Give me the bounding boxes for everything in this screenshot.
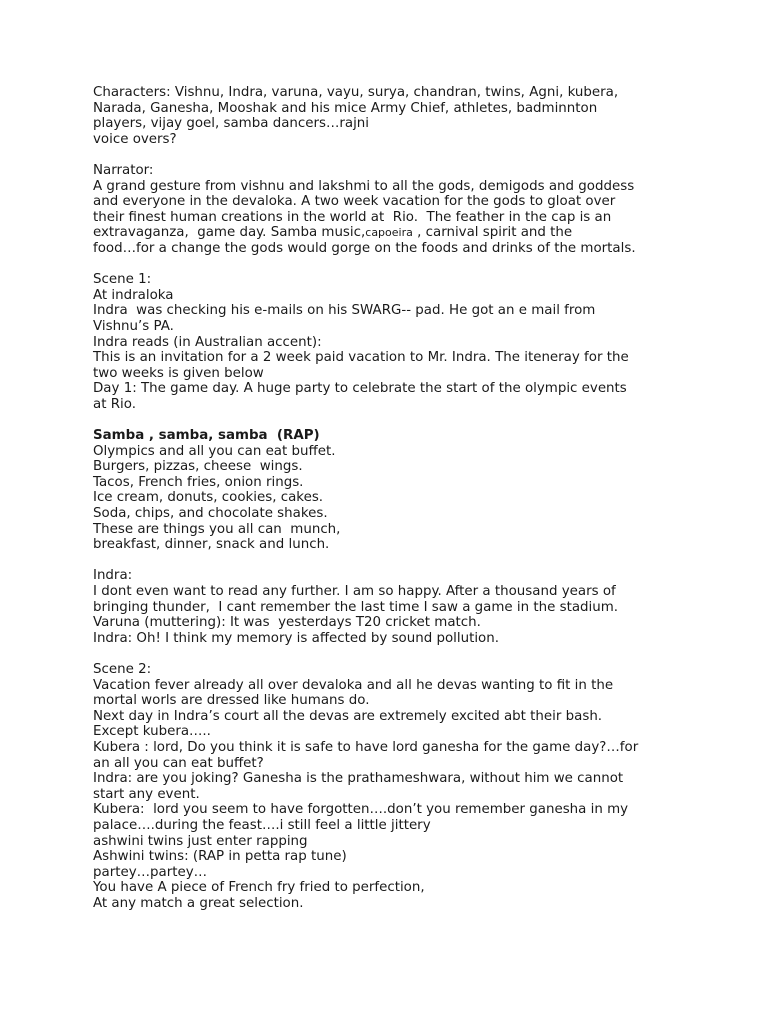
- text-line: Indra reads (in Australian accent):: [93, 334, 322, 350]
- text-line: voice overs?: [93, 131, 177, 147]
- samba-rap-paragraph: [93, 428, 713, 553]
- text-line: an all you can eat buffet?: [93, 755, 264, 771]
- text-line: Olympics and all you can eat buffet.: [93, 443, 336, 459]
- text-line: ashwini twins just enter rapping: [93, 833, 308, 849]
- text-line: Burgers, pizzas, cheese wings.: [93, 459, 303, 475]
- document-page: [93, 85, 713, 911]
- text-line: These are things you all can munch,: [93, 521, 341, 537]
- text-line: I dont even want to read any further. I am so happy. After a thousand years of: [93, 584, 616, 599]
- text-line: and everyone in the devaloka. A two week vacation for the gods to gloat over: [93, 194, 616, 210]
- text-line: Scene 2:: [93, 661, 152, 677]
- text-line: At any match a great selection.: [93, 895, 304, 911]
- text-line: Indra: Oh! I think my memory is affected by sound pollution.: [93, 630, 499, 646]
- text-line: Narrator:: [93, 162, 154, 178]
- text-line: Next day in Indra’s court all the devas are extremely excited abt their bash.: [93, 708, 603, 724]
- inline-text: , carnival spirit and the: [412, 225, 573, 241]
- text-line: Except kubera…..: [93, 724, 211, 740]
- indra-paragraph: [93, 568, 713, 646]
- paragraph-gap: [93, 553, 713, 569]
- text-line: Indra was checking his e-mails on his SWARG-- pad. He got an e mail from: [93, 303, 596, 319]
- text-line: Ice cream, donuts, cookies, cakes.: [93, 490, 324, 506]
- paragraph-gap: [93, 412, 713, 428]
- text-line: Soda, chips, and chocolate shakes.: [93, 506, 328, 522]
- text-line: Vacation fever already all over devaloka and all he devas wanting to fit in the: [93, 677, 614, 693]
- scene-1-paragraph: [93, 272, 713, 412]
- text-line: This is an invitation for a 2 week paid vacation to Mr. Indra. The iteneray for the: [93, 350, 629, 366]
- text-line: Narada, Ganesha, Mooshak and his mice Army Chief, athletes, badminnton: [93, 100, 598, 116]
- text-line: Scene 1:: [93, 272, 152, 288]
- text-line: their finest human creations in the world at Rio. The feather in the cap is an: [93, 209, 612, 225]
- text-line: bringing thunder, I cant remember the last time I saw a game in the stadium.: [93, 599, 619, 615]
- text-line: A grand gesture from vishnu and lakshmi to all the gods, demigods and goddess: [93, 178, 635, 194]
- text-line: Day 1: The game day. A huge party to celebrate the start of the olympic events: [93, 381, 627, 397]
- text-line: Vishnu’s PA.: [93, 318, 174, 334]
- text-line: partey…partey…: [93, 864, 208, 880]
- text-line: Varuna (muttering): It was yesterdays T20 cricket match.: [93, 615, 481, 631]
- text-line: Ashwini twins: (RAP in petta rap tune): [93, 849, 347, 865]
- characters-paragraph: [93, 85, 713, 147]
- paragraph-gap: [93, 646, 713, 662]
- text-line: Indra: are you joking? Ganesha is the prathameshwara, without him we cannot: [93, 771, 624, 787]
- text-line: two weeks is given below: [93, 365, 264, 381]
- text-line: Tacos, French fries, onion rings.: [93, 474, 304, 490]
- paragraph-gap: [93, 147, 713, 163]
- text-line: palace….during the feast….i still feel a little jittery: [93, 817, 431, 833]
- text-line: You have A piece of French fry fried to perfection,: [93, 880, 425, 896]
- text-line: mortal worls are dressed like humans do.: [93, 693, 370, 709]
- text-line: At indraloka: [93, 287, 174, 303]
- narrator-paragraph: [93, 163, 713, 257]
- text-line: start any event.: [93, 786, 200, 802]
- paragraph-gap: [93, 257, 713, 273]
- text-line: [93, 225, 713, 241]
- text-line: Indra:: [93, 568, 133, 584]
- text-line: Kubera: lord you seem to have forgotten….don’t you remember ganesha in my: [93, 802, 629, 818]
- text-line: players, vijay goel, samba dancers…rajni: [93, 116, 369, 132]
- text-line: breakfast, dinner, snack and lunch.: [93, 537, 330, 553]
- text-line: food…for a change the gods would gorge on the foods and drinks of the mortals.: [93, 240, 636, 256]
- text-line: Characters: Vishnu, Indra, varuna, vayu, surya, chandran, twins, Agni, kubera,: [93, 85, 619, 100]
- text-line: Kubera : lord, Do you think it is safe to have lord ganesha for the game day?…for: [93, 739, 639, 755]
- inline-small-text: capoeira: [365, 226, 413, 240]
- inline-text: extravaganza, game day. Samba music,: [93, 225, 366, 241]
- scene-2-paragraph: [93, 662, 713, 912]
- text-line: at Rio.: [93, 396, 136, 412]
- rap-heading: Samba , samba, samba (RAP): [93, 428, 320, 444]
